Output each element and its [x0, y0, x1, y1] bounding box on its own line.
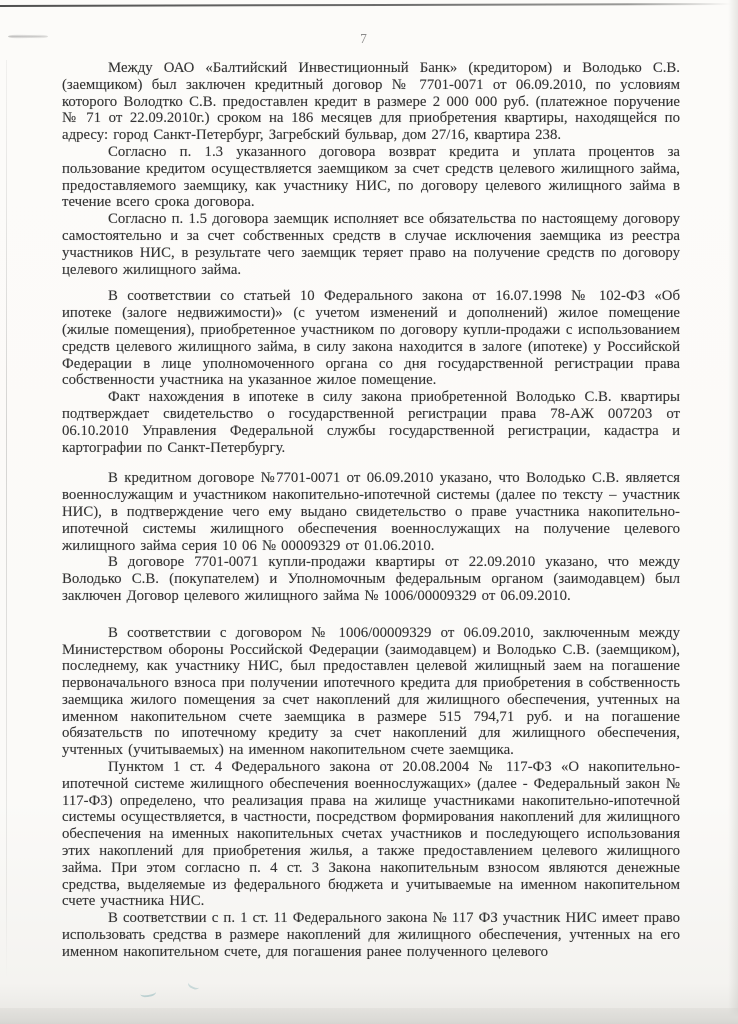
paragraph-target-housing-loan: В соответствии с договором № 1006/00009329 от 06.09.2010, заключенным между Министерством обороны Российской Федерации (заимодавцем) и Володько С.В. (заемщиком), последнему, как участнику НИС, был предоставлен целевой жилищный заем на погашение первоначального взноса при получении ипотечного кредита для приобретения в собственность заемщика жилого помещения за счет накоплений для жилищного обеспечения, учтенных на именном накопительном счете заемщика в размере 515 794,71 руб. и на погашение обязательств по ипотечному кредиту за счет накоплений для жилищного обеспечения, учтенных (учитываемых) на именном накопительном счете заемщика. [62, 624, 680, 759]
document-body [62, 60, 680, 961]
page-number: 7 [360, 31, 368, 46]
paragraph-article-11: В соответствии с п. 1 ст. 11 Федерального закона № 117 ФЗ участник НИС имеет право использовать средства в размере накоплений для жилищного обеспечения, учтенных на его именном накопительном счете, для погашения ранее полученного целевого [62, 910, 680, 960]
scan-top-edge-artifact [0, 3, 738, 7]
paragraph-law-102-fz: В соответствии со статьей 10 Федерального закона от 16.07.1998 № 102-ФЗ «Об ипотеке (залоге недвижимости)» (с учетом изменений и дополнений) жилое помещение (жилые помещения), приобретенное участником по договору купли-продажи с использованием средств целевого жилищного займа, в силу закона находится в залоге (ипотеке) у Российской Федерации в лице уполномоченного органа со дня государственной регистрации права собственности участника на указанное жилое помещение. [62, 288, 680, 389]
paragraph-clause-1-5: Согласно п. 1.5 договора заемщик исполняет все обязательства по настоящему договору самостоятельно и за счет собственных средств в случае исключения заемщика из реестра участников НИС, в результате чего заемщик теряет право на получение средств по договору целевого жилищного займа. [62, 211, 680, 278]
paragraph-mortgage-registration: Факт нахождения в ипотеке в силу закона приобретенной Володько С.В. квартиры подтверждает свидетельство о государственной регистрации права 78-АЖ 007203 от 06.10.2010 Управления Федеральной службы государственной регистрации, кадастра и картографии по Санкт-Петербургу. [62, 389, 680, 456]
scan-right-edge-shade [728, 0, 738, 1024]
scan-left-edge-artifact [6, 60, 7, 980]
paragraph-purchase-agreement: В договоре 7701-0071 купли-продажи квартиры от 22.09.2010 указано, что между Володько С.В. (покупателем) и Уполномочным федеральным органом (заимодавцем) был заключен Договор целевого жилищного займа № 1006/00009329 от 06.09.2010. [62, 554, 680, 604]
pencil-mark-artifact [187, 978, 202, 991]
paragraph-law-117-fz: Пунктом 1 ст. 4 Федерального закона от 20.08.2004 № 117-ФЗ «О накопительно-ипотечной системе жилищного обеспечения военнослужащих» (далее - Федеральный закон № 117-ФЗ) определено, что реализация права на жилище участниками накопительно-ипотечной системы осуществляется, в частности, посредством формирования накоплений для жилищного обеспечения на именных накопительных счетах участников и последующего использования этих накоплений для приобретения жилья, а также предоставлением целевого жилищного займа. При этом согласно п. 4 ст. 3 Закона накопительным взносом являются денежные средства, выделяемые из федерального бюджета и учитываемые на именном накопительном счете участника НИС. [62, 759, 680, 910]
scan-bottom-edge-artifact [0, 1008, 738, 1024]
paragraph-clause-1-3: Согласно п. 1.3 указанного договора возврат кредита и уплата процентов за пользование кредитом осуществляется заемщиком за счет средств целевого жилищного займа, предоставляемого заемщику, как участнику НИС, по договору целевого жилищного займа в течение всего срока договора. [62, 143, 680, 211]
paragraph-nis-certificate: В кредитном договоре №7701-0071 от 06.09.2010 указано, что Володько С.В. является военнослужащим и участником накопительно-ипотечной системы (далее по тексту – участник НИС), в подтверждение чего ему выдано свидетельство о праве участника накопительно-ипотечной системы жилищного обеспечения военнослужащих на получение целевого жилищного займа серия 10 06 № 00009329 от 01.06.2010. [62, 470, 680, 554]
paragraph-credit-agreement: Между ОАО «Балтийский Инвестиционный Банк» (кредитором) и Володько С.В. (заемщиком) был заключен кредитный договор № 7701-0071 от 06.09.2010, по условиям которого Володтко С.В. предоставлен кредит в размере 2 000 000 руб. (платежное поручение № 71 от 22.09.2010г.) сроком на 186 месяцев для приобретения квартиры, находящейся по адресу: город Санкт-Петербург, Загребский бульвар, дом 27/16, квартира 238. [62, 60, 680, 144]
pencil-mark-artifact [139, 987, 156, 998]
